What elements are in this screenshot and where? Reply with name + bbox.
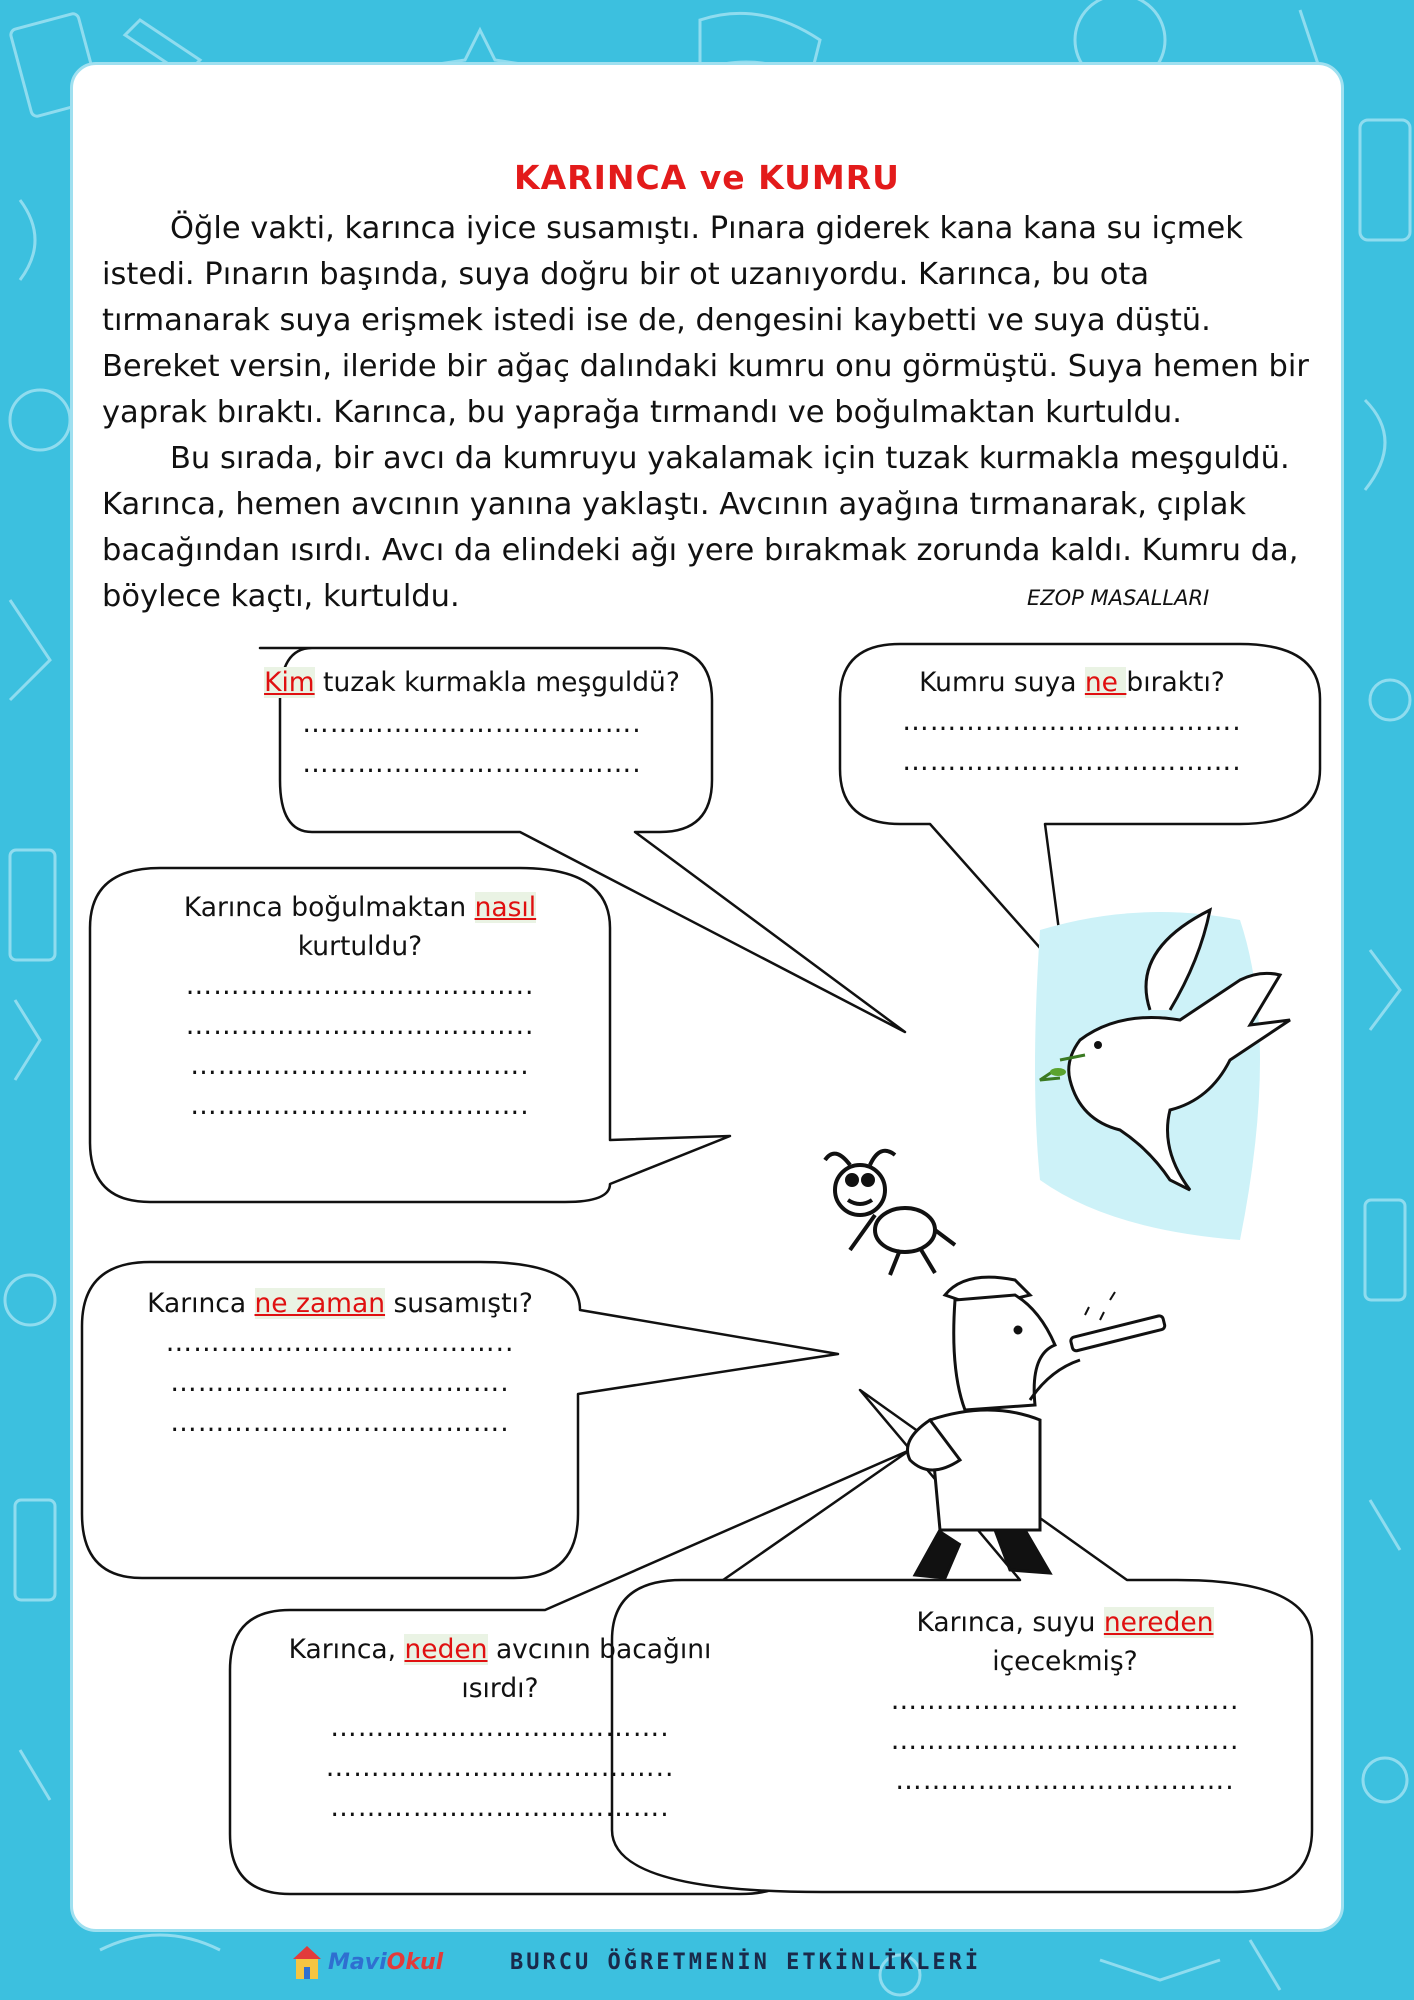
- answer-line[interactable]: ……………………………….: [190, 1090, 530, 1121]
- answer-line[interactable]: ……………………………….: [190, 1050, 530, 1081]
- answer-line[interactable]: ……………………………….: [170, 1367, 510, 1398]
- question-where-text-after: içecekmiş?: [992, 1646, 1138, 1677]
- story-source: EZOP MASALLARI: [1027, 586, 1210, 610]
- answer-line[interactable]: ……………………………….: [302, 708, 642, 739]
- answer-line[interactable]: ………………………………..: [890, 1725, 1240, 1756]
- answer-line[interactable]: ……………………………….: [170, 1407, 510, 1438]
- maviokul-logo: [290, 1942, 443, 1982]
- question-why: [270, 1630, 730, 1828]
- footer-credit: BURCU ÖĞRETMENİN ETKİNLİKLERİ: [510, 1950, 982, 1975]
- question-why-text-before: Karınca,: [288, 1634, 405, 1665]
- answer-line[interactable]: ………………………………..: [185, 970, 535, 1001]
- story-paragraph-2: Bu sırada, bir avcı da kumruyu yakalamak için tuzak kurmakla meşguldü. Karınca, hemen avcının yanına yaklaştı. Avcının ayağına tırmanarak, çıplak bacağından ısırdı. Avcı da elindeki ağı yere bırakmak zorunda kaldı. Kumru da, böylece kaçtı, kurtuldu.: [102, 441, 1299, 614]
- ant-illustration: [825, 1151, 955, 1275]
- question-where: [845, 1603, 1285, 1801]
- answer-line[interactable]: ………………………………..: [325, 1752, 675, 1783]
- dove-illustration: [1035, 910, 1290, 1240]
- question-when-text-after: susamıştı?: [385, 1288, 533, 1319]
- question-why-text-after: avcının bacağını ısırdı?: [461, 1634, 712, 1704]
- answer-line[interactable]: ……………………………….: [895, 1765, 1235, 1796]
- page-title: KARINCA ve KUMRU: [514, 158, 900, 197]
- keyword-where: nereden: [1103, 1607, 1214, 1638]
- keyword-what: ne: [1084, 667, 1127, 698]
- answer-line[interactable]: ……………………………….: [902, 746, 1242, 777]
- answer-line[interactable]: ……………………………….: [330, 1712, 670, 1743]
- question-how: [140, 888, 580, 1126]
- school-house-icon: [290, 1943, 324, 1981]
- answer-line[interactable]: ……………………………….: [302, 748, 642, 779]
- answer-line[interactable]: ………………………………..: [165, 1327, 515, 1358]
- logo-text-okul: Okul: [386, 1949, 444, 1975]
- keyword-how: nasıl: [474, 892, 537, 923]
- question-how-text-after: kurtuldu?: [297, 931, 423, 962]
- answer-line[interactable]: ………………………………..: [890, 1685, 1240, 1716]
- question-what-text-after: bıraktı?: [1126, 667, 1225, 698]
- question-where-text-before: Karınca, suyu: [916, 1607, 1104, 1638]
- question-what: [862, 663, 1282, 782]
- question-who: [262, 663, 682, 784]
- question-when-text-before: Karınca: [147, 1288, 255, 1319]
- question-what-text-before: Kumru suya: [919, 667, 1085, 698]
- keyword-when: ne zaman: [254, 1288, 386, 1319]
- keyword-why: neden: [404, 1634, 488, 1665]
- answer-line[interactable]: ……………………………….: [902, 706, 1242, 737]
- question-who-text: tuzak kurmakla meşguldü?: [314, 667, 680, 698]
- logo-text: [328, 1950, 443, 1975]
- question-how-text-before: Karınca boğulmaktan: [183, 892, 475, 923]
- answer-line[interactable]: ……………………………….: [330, 1792, 670, 1823]
- logo-text-mavi: Mavi: [328, 1949, 387, 1975]
- story-paragraph-1: Öğle vakti, karınca iyice susamıştı. Pınara giderek kana kana su içmek istedi. Pınarın başında, suya doğru bir ot uzanıyordu. Karınca, bu ota tırmanarak suya erişmek istedi ise de, dengesini kaybetti ve suya düştü. Bereket versin, ileride bir ağaç dalındaki kumru onu görmüştü. Suya hemen bir yaprak bıraktı. Karınca, bu yaprağa tırmandı ve boğulmaktan kurtuldu.: [102, 211, 1309, 430]
- answer-line[interactable]: ………………………………..: [185, 1010, 535, 1041]
- keyword-who: Kim: [264, 667, 315, 698]
- question-when: [120, 1284, 560, 1443]
